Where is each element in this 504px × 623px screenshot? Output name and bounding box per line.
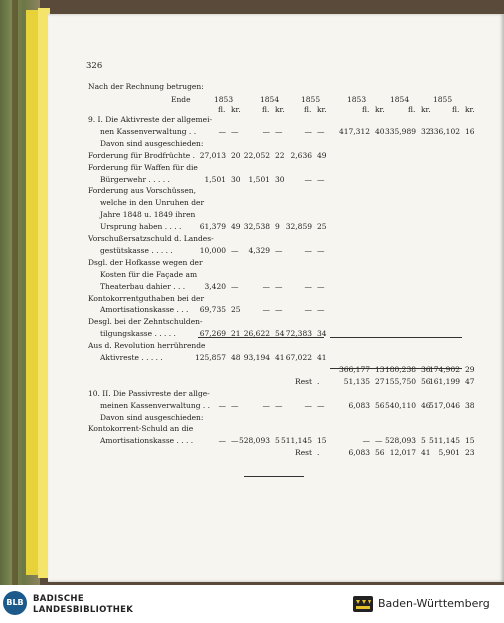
kr-cell: — [317, 281, 325, 291]
kr-cell: 16 [465, 126, 475, 136]
kr-cell: — [375, 436, 383, 446]
fl-cell: 6,083 [348, 400, 370, 410]
kr-cell: — [317, 245, 325, 255]
row-label: Davon sind ausgeschieden: [100, 412, 204, 422]
kr-cell: 56 [421, 376, 431, 386]
kr-unit-header: kr. [231, 105, 241, 114]
fl-cell: 72,383 [285, 329, 312, 339]
blb-logo-icon: BLB [3, 591, 27, 615]
fl-cell: 4,329 [248, 245, 270, 255]
kr-cell: 34 [317, 329, 327, 339]
row-label: welche in den Unruhen der [100, 198, 205, 208]
row-label: Kontokorrent-Schuld an die [88, 424, 194, 434]
footer-bar [0, 585, 504, 623]
fl-cell: — [304, 126, 312, 136]
fl-cell: 180,238 [384, 364, 416, 374]
kr-unit-header: kr. [465, 105, 475, 114]
fl-cell: 22,052 [243, 150, 270, 160]
fl-cell: 125,857 [194, 353, 226, 362]
fl-cell: 155,750 [384, 376, 416, 386]
fl-cell: — [262, 305, 270, 315]
fl-cell: 511,145 [280, 436, 312, 446]
kr-cell: 46 [421, 400, 431, 410]
fl-cell: 67,022 [285, 353, 312, 362]
fl-cell: — [218, 126, 226, 136]
kr-cell: 36 [421, 364, 431, 374]
row-label: Vorschußersatzschuld d. Landes- [88, 234, 214, 243]
fl-cell: 51,135 [343, 376, 370, 386]
kr-cell: 13 [375, 364, 385, 374]
fl-unit-header: fl. [304, 105, 312, 114]
kr-unit-header: kr. [375, 105, 385, 114]
kr-cell: 25 [231, 305, 241, 315]
book-page [48, 14, 504, 582]
row-label: Dsgl. der Hofkasse wegen der [88, 257, 203, 267]
kr-cell: 29 [465, 364, 475, 374]
kr-cell: — [231, 436, 239, 446]
fl-cell: Rest [295, 376, 312, 386]
fl-cell: 528,093 [384, 436, 416, 446]
fl-cell: 5,901 [438, 448, 460, 458]
fl-cell: 517,046 [428, 400, 460, 410]
fl-cell: 32,538 [243, 222, 270, 232]
row-label: Amortisationskasse . . . [100, 305, 189, 315]
kr-cell: 5 [275, 436, 280, 446]
kr-cell: 41 [421, 448, 431, 458]
fl-cell: 174,902 [428, 364, 460, 374]
kr-cell: 40 [375, 126, 385, 136]
row-label: nen Kassenverwaltung . . [100, 126, 197, 136]
kr-cell: — [275, 281, 283, 291]
kr-cell: — [317, 305, 325, 315]
fl-cell: 67,269 [199, 329, 226, 339]
fl-cell: — [304, 245, 312, 255]
fl-cell: — [304, 281, 312, 291]
row-label: Kosten für die Façade am [100, 269, 198, 279]
row-label: Forderung aus Vorschüssen, [88, 186, 196, 196]
row-label: Forderung für Waffen für die [88, 162, 198, 172]
fl-cell: — [262, 126, 270, 136]
kr-cell: 49 [317, 150, 327, 160]
row-label: Desgl. bei der Zehntschulden- [88, 317, 203, 327]
fl-cell: 417,312 [338, 126, 370, 136]
kr-cell: — [231, 245, 239, 255]
sum-rule-left [198, 337, 324, 338]
kr-cell: — [231, 400, 239, 410]
fl-cell: — [262, 400, 270, 410]
kr-cell: 27 [375, 376, 385, 386]
ende-label: Ende [171, 95, 191, 104]
row-label: Aktivreste . . . . . [100, 353, 163, 362]
fl-cell: 27,013 [199, 150, 226, 160]
kr-cell: — [231, 126, 239, 136]
row-label: gestütskasse . . . . . [100, 245, 173, 255]
fl-cell: 528,093 [238, 436, 270, 446]
fl-cell: 61,379 [199, 222, 226, 232]
kr-cell: 5 [421, 436, 426, 446]
row-label: Aus d. Revolution herrührende [88, 341, 206, 351]
fl-cell: 6,083 [348, 448, 370, 458]
fl-cell: 1,501 [204, 174, 226, 184]
kr-unit-header: kr. [317, 105, 327, 114]
row-label: Kontokorrentguthaben bei der [88, 293, 205, 303]
row-label: Theaterbau dahier . . . [100, 281, 186, 291]
kr-cell: 56 [375, 400, 385, 410]
kr-cell: 15 [465, 436, 475, 446]
fl-cell: 335,989 [384, 126, 416, 136]
fl-cell: — [362, 436, 370, 446]
kr-cell: — [317, 126, 325, 136]
kr-cell: 56 [375, 448, 385, 458]
row-label: Forderung für Brodfrüchte . [88, 150, 195, 160]
fl-cell: — [262, 281, 270, 291]
table-heading: Nach der Rechnung betrugen: [88, 82, 204, 91]
bw-coat-of-arms-icon [352, 594, 374, 614]
kr-cell: 20 [231, 150, 241, 160]
fl-cell: — [218, 400, 226, 410]
kr-cell: — [275, 305, 283, 315]
kr-cell: — [317, 174, 325, 184]
year-header: 1853 [347, 95, 367, 104]
row-label: Ursprung haben . . . . [100, 222, 182, 232]
kr-cell: 41 [275, 353, 285, 362]
fl-unit-header: fl. [452, 105, 460, 114]
kr-cell: 21 [231, 329, 241, 339]
fl-cell: 10,000 [199, 245, 226, 255]
kr-cell: 22 [275, 150, 285, 160]
blb-name-line2: LANDESBIBLIOTHEK [33, 605, 134, 615]
bw-name: Baden-Württemberg [378, 597, 490, 610]
kr-cell: 48 [231, 353, 241, 362]
fl-unit-header: fl. [218, 105, 226, 114]
kr-cell: 32 [421, 126, 431, 136]
year-header: 1854 [390, 95, 410, 104]
kr-cell: 30 [231, 174, 241, 184]
kr-cell: — [275, 126, 283, 136]
kr-cell: 23 [465, 448, 475, 458]
year-header: 1854 [260, 95, 280, 104]
kr-cell: — [275, 400, 283, 410]
year-header: 1855 [433, 95, 453, 104]
kr-unit-header: kr. [275, 105, 285, 114]
row-label: Amortisationskasse . . . . [100, 436, 194, 446]
kr-cell: 41 [317, 353, 327, 362]
blb-name-line1: BADISCHE [33, 594, 84, 604]
fl-cell: 1,501 [248, 174, 270, 184]
fl-cell: 93,194 [243, 353, 270, 362]
kr-cell: 9 [275, 222, 280, 232]
sum-rule-right [330, 337, 462, 338]
kr-cell: 30 [275, 174, 285, 184]
kr-cell: . [317, 376, 320, 386]
fl-cell: 336,102 [428, 126, 460, 136]
fl-cell: Rest [295, 448, 312, 458]
kr-cell: — [317, 400, 325, 410]
kr-cell: 49 [231, 222, 241, 232]
kr-cell: 25 [317, 222, 327, 232]
page-number: 326 [86, 61, 103, 71]
end-rule [244, 476, 304, 477]
kr-cell: 54 [275, 329, 285, 339]
kr-cell: — [275, 245, 283, 255]
fl-cell: 366,177 [338, 364, 370, 374]
year-header: 1853 [214, 95, 234, 104]
row-label: meinen Kassenverwaltung . . [100, 400, 211, 410]
fl-cell: 26,622 [243, 329, 270, 339]
kr-cell: 38 [465, 400, 475, 410]
rest-rule [330, 368, 462, 369]
year-header: 1855 [301, 95, 321, 104]
row-label: Bürgerwehr . . . . . [100, 174, 170, 184]
fl-cell: — [304, 305, 312, 315]
fl-cell: 32,859 [285, 222, 312, 232]
row-label: tilgungskasse . . . . . [100, 329, 176, 339]
accounts-table [48, 14, 504, 582]
row-label: 9. I. Die Aktivreste der allgemei- [88, 115, 213, 124]
kr-cell: 47 [465, 376, 475, 386]
row-label: Davon sind ausgeschieden: [100, 138, 204, 148]
fl-cell: — [304, 400, 312, 410]
fl-cell: — [304, 174, 312, 184]
row-label: 10. II. Die Passivreste der allge- [88, 388, 210, 398]
fl-cell: 69,735 [199, 305, 226, 315]
kr-cell: . [317, 448, 320, 458]
fl-cell: 511,145 [428, 436, 460, 446]
fl-cell: 2,636 [290, 150, 312, 160]
kr-cell: 15 [317, 436, 327, 446]
fl-cell: 161,199 [428, 376, 460, 386]
fl-unit-header: fl. [362, 105, 370, 114]
fl-cell: 3,420 [204, 281, 226, 291]
fl-cell: — [218, 436, 226, 446]
kr-cell: — [231, 281, 239, 291]
fl-unit-header: fl. [408, 105, 416, 114]
fl-cell: 540,110 [384, 400, 416, 410]
row-label: Jahre 1848 u. 1849 ihren [100, 210, 196, 220]
kr-unit-header: kr. [421, 105, 431, 114]
fl-cell: 12,017 [389, 448, 416, 458]
fl-unit-header: fl. [262, 105, 270, 114]
